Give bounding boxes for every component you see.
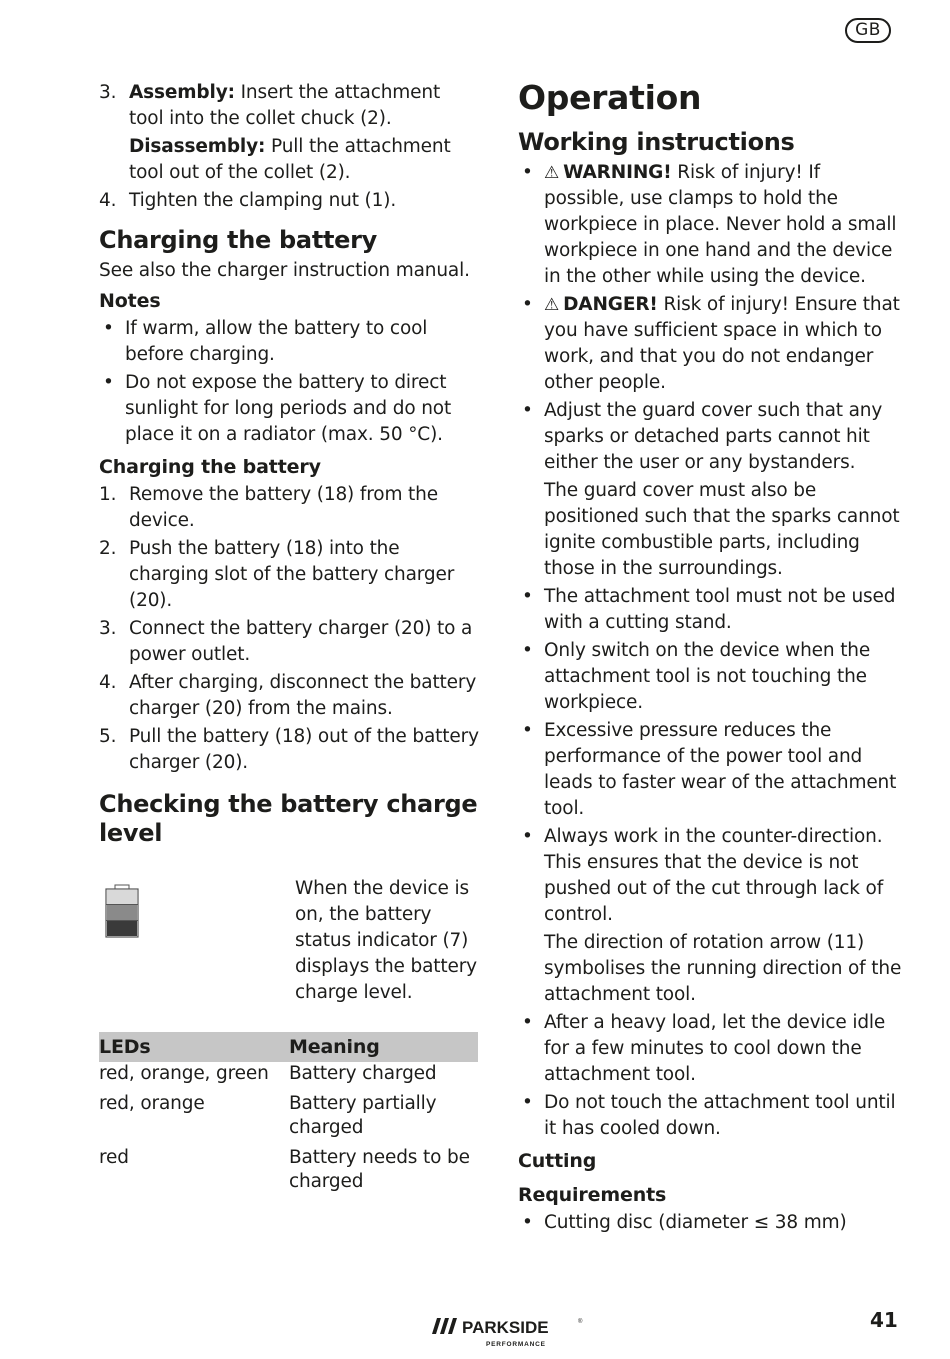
page-number: 41 xyxy=(870,1308,898,1332)
list-item xyxy=(518,1010,903,1088)
left-column xyxy=(99,80,479,1200)
item-text: After a heavy load, let the device idle for a few minutes to cool down the attachment tool. xyxy=(544,1012,886,1085)
battery-level-icon xyxy=(105,884,145,1026)
bullet-icon: • xyxy=(522,640,533,661)
item-label: WARNING! xyxy=(563,162,672,183)
list-item xyxy=(518,160,903,290)
table-cell-leds: red, orange xyxy=(99,1093,205,1114)
item-text: Do not touch the attachment tool until it has cooled down. xyxy=(544,1092,896,1139)
battery-status-block xyxy=(99,876,479,1026)
bullet-icon: • xyxy=(522,720,533,741)
item-number: 5. xyxy=(99,726,117,747)
list-item xyxy=(99,188,479,214)
item-extra-text: The direction of rotation arrow (11) symbolises the running direction of the attachment tool. xyxy=(544,932,902,1005)
table-row xyxy=(99,1062,478,1092)
list-item xyxy=(99,616,479,668)
list-item xyxy=(518,638,903,716)
table-cell-meaning: Battery charged xyxy=(289,1063,437,1084)
bullet-icon: • xyxy=(522,586,533,607)
warning-triangle-icon: ⚠ xyxy=(544,295,560,315)
charging-intro: See also the charger instruction manual. xyxy=(99,260,470,281)
list-item xyxy=(99,80,479,186)
table-cell-meaning: Battery needs to be charged xyxy=(289,1147,470,1192)
table-row xyxy=(99,1092,478,1146)
item-number: 4. xyxy=(99,190,117,211)
parkside-logo xyxy=(430,1315,590,1351)
item-text: Excessive pressure reduces the performance of the power tool and leads to faster wear of the attachment tool. xyxy=(544,720,897,819)
led-meaning-table xyxy=(99,1032,478,1200)
working-instructions-heading: Working instructions xyxy=(518,128,795,156)
item-text: Pull the battery (18) out of the battery charger (20). xyxy=(129,726,479,773)
item-number: 1. xyxy=(99,484,117,505)
list-item xyxy=(99,724,479,776)
item-label: Assembly: xyxy=(129,82,235,103)
item-text: ⚠ WARNING! Risk of injury! If possible, use clamps to hold the workpiece in place. Never hold a small workpiece in one hand and the device in the other while using the device. xyxy=(544,162,897,287)
item-number: 3. xyxy=(99,82,117,103)
table-cell-leds: red xyxy=(99,1147,129,1168)
table-header-meaning: Meaning xyxy=(289,1032,478,1062)
item-text: Tighten the clamping nut (1). xyxy=(129,190,397,211)
item-number: 2. xyxy=(99,538,117,559)
bullet-icon: • xyxy=(103,318,114,339)
list-item xyxy=(518,718,903,822)
item-text: ⚠ DANGER! Risk of injury! Ensure that you have sufficient space in which to work, and that you do not endanger other people. xyxy=(544,294,900,393)
item-text: Assembly: Insert the attachment tool into the collet chuck (2). Disassembly: Pull the attachment tool out of the collet (2). xyxy=(129,80,479,186)
notes-heading: Notes xyxy=(99,290,161,312)
item-label: DANGER! xyxy=(563,294,658,315)
requirements-list xyxy=(518,1210,903,1236)
table-header-leds: LEDs xyxy=(99,1032,289,1062)
bullet-icon: • xyxy=(522,826,533,847)
list-item xyxy=(518,398,903,582)
charging-heading: Charging the battery xyxy=(99,226,378,254)
bullet-icon: • xyxy=(103,372,114,393)
item-extra-text: The guard cover must also be positioned such that the sparks cannot ignite combustible parts, including those in the surroundings. xyxy=(544,480,900,579)
cutting-heading: Cutting xyxy=(518,1150,597,1172)
right-column xyxy=(518,78,903,1238)
item-number: 4. xyxy=(99,672,117,693)
language-badge: GB xyxy=(845,18,891,43)
item-text: Always work in the counter-direction. This ensures that the device is not pushed out of the cut through lack of control. The direction of rotation arrow (11) symbolises the running direction of the attachment tool. xyxy=(544,824,903,1008)
list-item xyxy=(99,482,479,534)
warning-triangle-icon: ⚠ xyxy=(544,163,560,183)
bullet-icon: • xyxy=(522,1212,533,1233)
list-item xyxy=(99,536,479,614)
item-text: Cutting disc (diameter ≤ 38 mm) xyxy=(544,1212,847,1233)
list-item xyxy=(518,1210,903,1236)
item-text: Do not expose the battery to direct sunlight for long periods and do not place it on a radiator (max. 50 °C). xyxy=(125,372,452,445)
item-text: Push the battery (18) into the charging slot of the battery charger (20). xyxy=(129,538,455,611)
list-item xyxy=(518,1090,903,1142)
table-row xyxy=(99,1146,478,1200)
requirements-heading: Requirements xyxy=(518,1184,667,1206)
list-item xyxy=(99,670,479,722)
bullet-icon: • xyxy=(522,1012,533,1033)
table-cell-leds: red, orange, green xyxy=(99,1063,269,1084)
list-item xyxy=(518,824,903,1008)
svg-text:®: ® xyxy=(578,1319,583,1325)
list-item xyxy=(99,316,479,368)
table-cell-meaning: Battery partially charged xyxy=(289,1093,437,1138)
notes-list xyxy=(99,316,479,448)
operation-heading: Operation xyxy=(518,78,702,117)
brand-text: PARKSIDE xyxy=(462,1318,549,1337)
item-text: The attachment tool must not be used with a cutting stand. xyxy=(544,586,896,633)
brand-sub-text: PERFORMANCE xyxy=(486,1341,546,1348)
item-subtext: Disassembly: Pull the attachment tool out of the collet (2). xyxy=(129,136,451,183)
item-text: If warm, allow the battery to cool before charging. xyxy=(125,318,428,365)
assembly-steps xyxy=(99,80,479,214)
bullet-icon: • xyxy=(522,294,533,315)
working-instructions-list xyxy=(518,160,903,1142)
item-text: After charging, disconnect the battery charger (20) from the mains. xyxy=(129,672,477,719)
bullet-icon: • xyxy=(522,1092,533,1113)
item-text: Remove the battery (18) from the device. xyxy=(129,484,438,531)
charging-subheading: Charging the battery xyxy=(99,456,321,478)
list-item xyxy=(99,370,479,448)
item-number: 3. xyxy=(99,618,117,639)
check-heading: Checking the battery charge level xyxy=(99,790,478,847)
item-text: Connect the battery charger (20) to a power outlet. xyxy=(129,618,473,665)
table-header-row xyxy=(99,1032,478,1062)
item-text: Only switch on the device when the attachment tool is not touching the workpiece. xyxy=(544,640,871,713)
battery-status-text: When the device is on, the battery status indicator (7) displays the battery charge level. xyxy=(295,878,477,1003)
bullet-icon: • xyxy=(522,400,533,421)
list-item xyxy=(518,292,903,396)
charging-steps xyxy=(99,482,479,776)
item-text: Adjust the guard cover such that any sparks or detached parts cannot hit either the user or any bystanders. The guard cover must also be positioned such that the sparks cannot ignite combustible parts, including those in the surroundings. xyxy=(544,398,903,582)
item-sublabel: Disassembly: xyxy=(129,136,266,157)
list-item xyxy=(518,584,903,636)
bullet-icon: • xyxy=(522,162,533,183)
